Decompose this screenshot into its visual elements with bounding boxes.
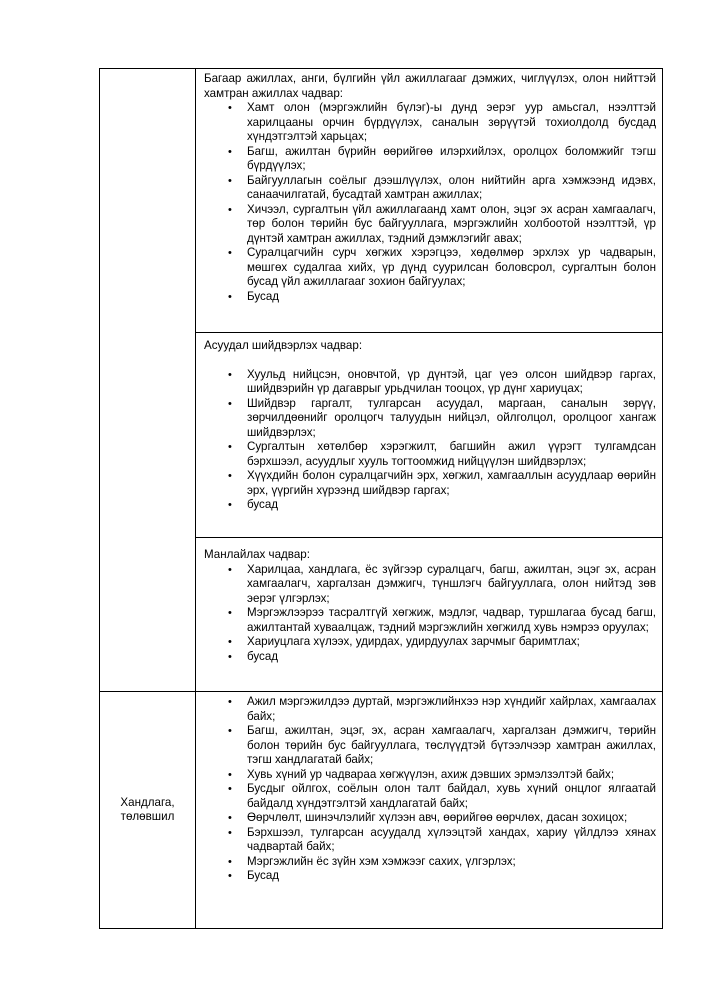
leadership-title: Манлайлах чадвар:: [204, 548, 310, 561]
list-item: • Байгууллагын соёлыг дээшлүүлэх, олон нийтийн арга хэмжээнд идэвх, санаачилгатай, бусадтай хамтран ажиллах;: [247, 174, 656, 203]
list-item: • Сургалтын хөтөлбөр хэрэгжилт, багшийн ажил үүрэгт тулгамдсан бэрхшээл, асуудлыг хууль тогтоомжид нийцүүлэн шийдвэрлэх;: [247, 440, 656, 469]
list-item: • Харилцаа, хандлага, ёс зүйгээр суралцагч, багш, ажилтан, эцэг эх, асран хамгаалагч, харгалзан дэмжигч, түншлэгч байгууллага, олон нийтэд зөв эерэг үлгэрлэх;: [247, 563, 656, 607]
list-item: • Хариуцлага хүлээх, удирдах, удирдуулах зарчмыг баримтлах;: [247, 635, 656, 650]
list-item: • Өөрчлөлт, шинэчлэлийг хүлээн авч, өөрийгөө өөрчлөх, дасан зохицох;: [247, 811, 656, 826]
leadership-cell: [196, 538, 663, 692]
list-item: • Мэргэжлийн ёс зүйн хэм хэмжээг сахих, үлгэрлэх;: [247, 855, 656, 870]
list-item: • Мэргэжлээрээ тасралтгүй хөгжиж, мэдлэг, чадвар, туршлагаа бусад багш, ажилтантай хуваалцаж, тэдний мэргэжлийн хөгжилд хувь нэмрээ оруулах;: [247, 606, 656, 635]
list-item: • Хүүхдийн болон суралцагчийн эрх, хөгжил, хамгааллын асуудлаар өөрийн эрх, үүргийн хүрээнд шийдвэр гаргах;: [247, 469, 656, 498]
list-item: • бусад: [247, 650, 656, 665]
list-item: • Багш, ажилтан, эцэг, эх, асран хамгаалагч, харгалзан дэмжигч, төрийн болон төрийн бус байгууллага, төслүүдтэй бүтээлчээр хамтран ажиллах, тэгш хандлагатай байх;: [247, 724, 656, 768]
list-item: • Бусад: [247, 869, 656, 884]
list-item: • Бусад: [247, 290, 656, 305]
problem-solving-cell: [196, 333, 663, 538]
list-item: • Багш, ажилтан бүрийн өөрийгөө илэрхийлэх, оролцох боломжийг тэгш бүрдүүлэх;: [247, 145, 656, 174]
list-item: • Хувь хүний ур чадвараа хөгжүүлэн, ахиж дэвших эрмэлзэлтэй байх;: [247, 768, 656, 783]
list-item: • Хуульд нийцсэн, оновчтой, үр дүнтэй, цаг үеэ олсон шийдвэр гаргах, шийдвэрийн үр дагаврыг урьдчилан тооцох, үр дүнг хариуцах;: [247, 368, 656, 397]
attitude-category-cell: [100, 692, 196, 929]
leadership-list: [204, 563, 656, 665]
table-row: [100, 692, 663, 929]
competency-table: [99, 68, 663, 929]
attitude-list: [204, 695, 656, 884]
problem-solving-title: Асуудал шийдвэрлэх чадвар:: [204, 339, 363, 352]
category-cell-empty: [100, 69, 196, 692]
teamwork-title: Багаар ажиллах, анги, бүлгийн үйл ажиллагааг дэмжих, чиглүүлэх, олон нийттэй хамтран ажиллах чадвар:: [204, 72, 656, 100]
list-item: • Бэрхшээл, тулгарсан асуудалд хүлээцтэй хандах, хариу үйлдлээ хянах чадвартай байх;: [247, 826, 656, 855]
attitude-cell: [196, 692, 663, 929]
list-item: • Шийдвэр гаргалт, тулгарсан асуудал, маргаан, саналын зөрүү, зөрчилдөөнийг оролцогч талуудын нийцэл, ойлголцол, оролцоог хангаж шийдвэрлэх;: [247, 397, 656, 441]
problem-solving-list: [204, 368, 656, 513]
teamwork-list: [204, 101, 656, 304]
teamwork-cell: [196, 69, 663, 333]
list-item: • Хичээл, сургалтын үйл ажиллагаанд хамт олон, эцэг эх асран хамгаалагч, төр болон төрийн бус байгууллага, мэргэжлийн холбоотой нээлттэй, үр дүнтэй хамтран ажиллах, тэдний дэмжлэгийг авах;: [247, 203, 656, 247]
attitude-category-label: Хандлага, төлөвшил: [120, 795, 175, 823]
list-item: • Хамт олон (мэргэжлийн бүлэг)-ы дунд эерэг уур амьсгал, нээлттэй харилцааны орчин бүрдүүлэх, саналын зөрүүтэй тохиолдолд бусдад хүндэтгэлтэй харьцах;: [247, 101, 656, 145]
list-item: • Суралцагчийн сурч хөгжих хэрэгцээ, хөдөлмөр эрхлэх ур чадварын, мөшгөх судалгаа хийх, үр дүнд суурилсан боловсрол, сургалтын болон бусад үйл ажиллагааг зохион байгуулах;: [247, 246, 656, 290]
list-item: • Бусдыг ойлгох, соёлын олон талт байдал, хувь хүний онцлог ялгаатай байдалд хүндэтгэлтэй хандлагатай байх;: [247, 782, 656, 811]
table-row: [100, 69, 663, 333]
list-item: • бусад: [247, 498, 656, 513]
list-item: • Ажил мэргэжилдээ дуртай, мэргэжлийнхээ нэр хүндийг хайрлах, хамгаалах байх;: [247, 695, 656, 724]
